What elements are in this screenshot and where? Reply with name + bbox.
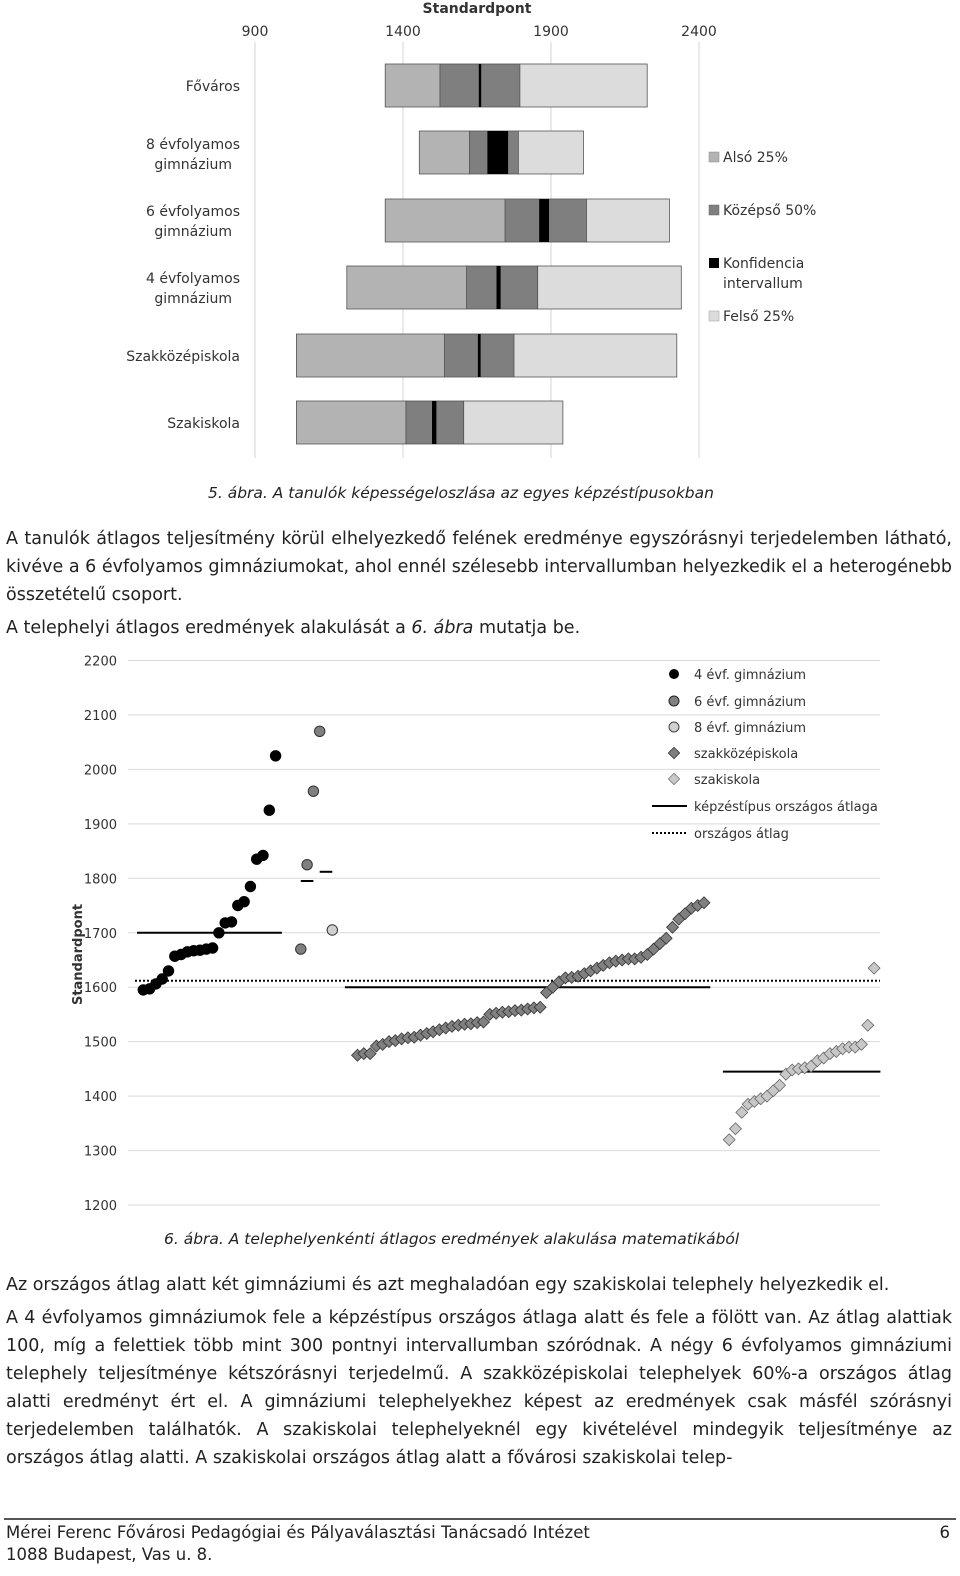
legend-marker-szakiskola bbox=[668, 773, 679, 784]
data-point-circle bbox=[226, 917, 236, 927]
data-point-diamond bbox=[723, 1134, 735, 1146]
legend-marker-4evf bbox=[669, 669, 679, 679]
paragraph-2-pre: A telephelyi átlagos eredmények alakulását a bbox=[6, 618, 412, 638]
paragraph-4: A 4 évfolyamos gimnáziumok fele a képzéstípus országos átlaga alatt és fele a fölött van. Az átlag alattiak 100, míg a felettiek több mint 300 pontnyi intervallumban szóródnak. A négy 6 évfolyamos gimnáziumi telephely teljesítménye kétszórásnyi terjedelmű. A szakközépiskolai telephelyek 60%-a országos átlag alatti eredményt ért el. A gimnáziumi telephelyekhez képest az eredmények csak másfél szórásnyi terjedelemben találhatók. A szakiskolai telephelyeknél egy kivételével mindegyik teljesítménye az országos átlag alatti. A szakiskolai országos átlag alatt a fővárosi szakiskolai telep- bbox=[6, 1308, 952, 1468]
category-label: 6 évfolyamos bbox=[145, 204, 240, 220]
data-point-circle bbox=[239, 897, 249, 907]
y-tick-label: 1500 bbox=[83, 1035, 117, 1051]
data-point-diamond bbox=[862, 1019, 874, 1031]
data-point-circle bbox=[207, 943, 217, 953]
y-axis-ticks bbox=[84, 655, 117, 1215]
data-point-circle bbox=[258, 850, 268, 860]
figure-5-chart bbox=[0, 0, 960, 480]
bar-lower-quartile bbox=[385, 64, 440, 107]
y-tick-label: 1200 bbox=[83, 1199, 117, 1214]
figure-6-caption: 6. ábra. A telephelyenkénti átlagos eredmények alakulása matematikából bbox=[164, 1230, 740, 1248]
footer bbox=[6, 1522, 952, 1566]
tick-label: 2400 bbox=[681, 24, 717, 40]
bar-upper-quartile bbox=[518, 131, 583, 174]
y-tick-label: 2000 bbox=[83, 763, 117, 779]
legend-label-szakkozep: szakközépiskola bbox=[694, 747, 799, 762]
bar-confidence-interval bbox=[432, 401, 436, 444]
footer-institution: Mérei Ferenc Fővárosi Pedagógiai és Pályaválasztási Tanácsadó Intézet bbox=[6, 1523, 590, 1542]
legend-label-national-average: országos átlag bbox=[694, 827, 789, 842]
bar-confidence-interval bbox=[487, 131, 508, 174]
page-number: 6 bbox=[939, 1523, 950, 1542]
bar-upper-quartile bbox=[514, 334, 677, 377]
legend-swatch-high bbox=[709, 311, 719, 321]
data-point-circle bbox=[264, 805, 274, 815]
category-label: 8 évfolyamos bbox=[145, 137, 240, 153]
legend-label-ci: intervallum bbox=[723, 276, 803, 292]
category-label: 4 évfolyamos bbox=[145, 271, 240, 287]
data-point-circle bbox=[327, 925, 337, 935]
y-tick-label: 1600 bbox=[83, 981, 117, 997]
y-axis-label: Standardpont bbox=[71, 903, 86, 1006]
tick-label: 1400 bbox=[385, 24, 421, 40]
bar-upper-quartile bbox=[464, 401, 563, 444]
legend-label-mid: Középső 50% bbox=[723, 203, 817, 219]
paragraph-2 bbox=[6, 614, 952, 642]
footer-address: 1088 Budapest, Vas u. 8. bbox=[6, 1545, 213, 1564]
category-label: gimnázium bbox=[154, 157, 232, 173]
legend-swatch-low bbox=[709, 152, 719, 162]
paragraph-1: A tanulók átlagos teljesítmény körül elhelyezkedő felének eredménye egyszórásnyi terjedelemben látható, kivéve a 6 évfolyamos gimnáziumokat, ahol ennél szélesebb intervallumban helyezkedik el a heterogénebb összetételű csoport. bbox=[6, 529, 952, 605]
category-label: Szakiskola bbox=[167, 416, 240, 432]
figure-6-chart bbox=[0, 645, 960, 1225]
data-point-circle bbox=[163, 966, 173, 976]
quartile-bars bbox=[296, 64, 681, 444]
y-tick-label: 1300 bbox=[83, 1144, 117, 1160]
bar-lower-quartile bbox=[385, 199, 505, 242]
legend-label-high: Felső 25% bbox=[723, 309, 795, 325]
figure-6-reference: 6. ábra bbox=[411, 618, 474, 638]
bar-lower-quartile bbox=[296, 334, 444, 377]
axis-title: Standardpont bbox=[422, 1, 532, 17]
category-label: gimnázium bbox=[154, 224, 232, 240]
paragraph-3: Az országos átlag alatt két gimnáziumi és azt meghaladóan egy szakiskolai telephely helyezkedik el. bbox=[6, 1275, 890, 1295]
legend-label-8evf: 8 évf. gimnázium bbox=[694, 721, 807, 736]
figure-5-caption: 5. ábra. A tanulók képességeloszlása az egyes képzéstípusokban bbox=[208, 484, 714, 502]
tick-label: 1900 bbox=[533, 24, 569, 40]
category-label: Szakközépiskola bbox=[126, 349, 240, 365]
legend-marker-szakkozep bbox=[668, 747, 679, 758]
tick-label: 900 bbox=[241, 24, 269, 40]
figure-5-legend bbox=[709, 150, 816, 325]
bar-lower-quartile bbox=[296, 401, 406, 444]
bar-middle-half bbox=[467, 266, 538, 309]
data-point-circle bbox=[214, 928, 224, 938]
legend-swatch-ci bbox=[709, 258, 719, 268]
bar-confidence-interval bbox=[479, 64, 481, 107]
bar-upper-quartile bbox=[520, 64, 647, 107]
footer-divider bbox=[4, 1518, 956, 1520]
bar-lower-quartile bbox=[347, 266, 467, 309]
data-point-circle bbox=[296, 944, 306, 954]
data-point-circle bbox=[270, 751, 280, 761]
legend-label-4evf: 4 évf. gimnázium bbox=[694, 668, 807, 683]
legend-label-low: Alsó 25% bbox=[723, 150, 788, 166]
category-label: gimnázium bbox=[154, 291, 232, 307]
data-point-circle bbox=[302, 860, 312, 870]
y-tick-label: 1700 bbox=[83, 926, 117, 942]
y-tick-label: 1800 bbox=[83, 872, 117, 888]
legend-marker-8evf bbox=[669, 722, 679, 732]
y-tick-label: 1400 bbox=[83, 1090, 117, 1106]
bar-confidence-interval bbox=[539, 199, 549, 242]
legend-label-ci: Konfidencia bbox=[723, 256, 805, 272]
data-point-diamond bbox=[730, 1123, 742, 1135]
category-label: Főváros bbox=[185, 79, 240, 95]
legend-label-type-average: képzéstípus országos átlaga bbox=[694, 800, 878, 815]
data-points bbox=[138, 726, 880, 1146]
y-tick-label: 1900 bbox=[83, 817, 117, 833]
legend-marker-6evf bbox=[669, 696, 679, 706]
legend-swatch-mid bbox=[709, 205, 719, 215]
bar-upper-quartile bbox=[538, 266, 682, 309]
legend-label-szakiskola: szakiskola bbox=[694, 773, 761, 788]
paragraph-2-post: mutatja be. bbox=[473, 618, 581, 638]
data-point-diamond bbox=[868, 962, 880, 974]
bar-confidence-interval bbox=[497, 266, 501, 309]
y-tick-label: 2200 bbox=[83, 654, 117, 670]
figure-6-legend bbox=[652, 668, 878, 842]
data-point-circle bbox=[315, 726, 325, 736]
bar-confidence-interval bbox=[478, 334, 481, 377]
y-tick-label: 2100 bbox=[83, 708, 117, 724]
data-point-circle bbox=[245, 881, 255, 891]
data-point-circle bbox=[308, 786, 318, 796]
legend-label-6evf: 6 évf. gimnázium bbox=[694, 695, 807, 710]
bar-lower-quartile bbox=[419, 131, 469, 174]
bar-upper-quartile bbox=[587, 199, 670, 242]
